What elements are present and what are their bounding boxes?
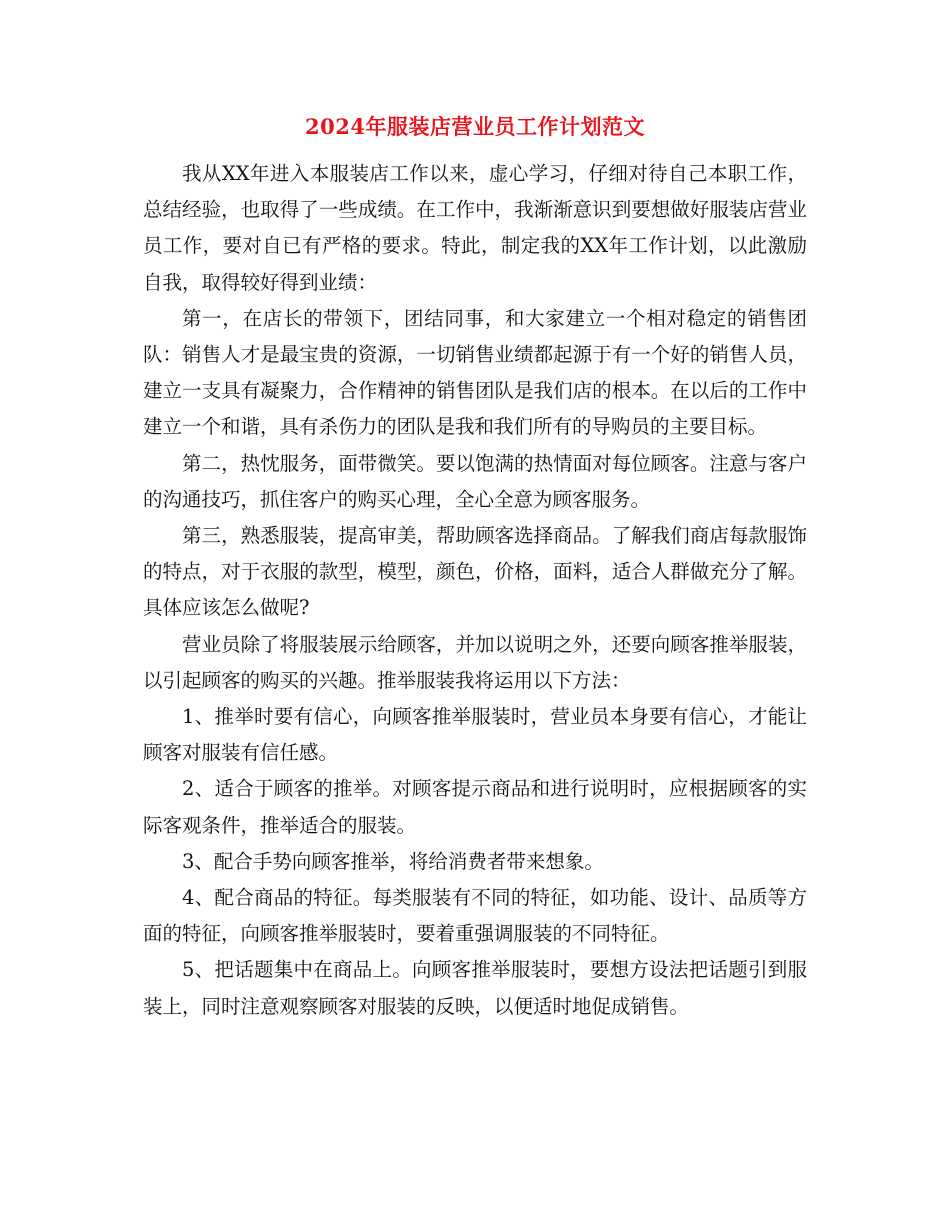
paragraph-second-point: 第二，热忱服务，面带微笑。要以饱满的热情面对每位顾客。注意与客户的沟通技巧，抓住客户的购买心理，全心全意为顾客服务。 <box>143 451 807 511</box>
paragraph-recommend-intro: 营业员除了将服装展示给顾客，并加以说明之外，还要向顾客推举服装，以引起顾客的购买的兴趣。推举服装我将运用以下方法： <box>143 632 807 692</box>
paragraph-method-3: 3、配合手势向顾客推举，将给消费者带来想象。 <box>182 849 604 873</box>
paragraph-method-4: 4、配合商品的特征。每类服装有不同的特征，如功能、设计、品质等方面的特征，向顾客推举服装时，要着重强调服装的不同特征。 <box>143 886 807 946</box>
paragraph-method-2: 2、适合于顾客的推举。对顾客提示商品和进行说明时，应根据顾客的实际客观条件，推举适合的服装。 <box>143 777 807 837</box>
paragraph-method-1: 1、推举时要有信心，向顾客推举服装时，营业员本身要有信心，才能让顾客对服装有信任感。 <box>143 705 807 765</box>
document-body <box>143 156 807 1025</box>
paragraph-third-point: 第三，熟悉服装，提高审美，帮助顾客选择商品。了解我们商店每款服饰的特点，对于衣服的款型，模型，颜色，价格，面料，适合人群做充分了解。具体应该怎么做呢? <box>143 524 807 620</box>
paragraph-intro: 我从XX年进入本服装店工作以来，虚心学习，仔细对待自己本职工作，总结经验，也取得了一些成绩。在工作中，我渐渐意识到要想做好服装店营业员工作，要对自已有严格的要求。特此，制定我的XX年工作计划，以此激励自我，取得较好得到业绩： <box>143 162 807 294</box>
document-title: 2024年服装店营业员工作计划范文 <box>305 114 645 139</box>
paragraph-method-5: 5、把话题集中在商品上。向顾客推举服装时，要想方设法把话题引到服装上，同时注意观察顾客对服装的反映，以便适时地促成销售。 <box>143 958 807 1018</box>
paragraph-first-point: 第一，在店长的带领下，团结同事，和大家建立一个相对稳定的销售团队：销售人才是最宝贵的资源，一切销售业绩都起源于有一个好的销售人员，建立一支具有凝聚力，合作精神的销售团队是我们店的根本。在以后的工作中建立一个和谐，具有杀伤力的团队是我和我们所有的导购员的主要目标。 <box>143 306 807 439</box>
